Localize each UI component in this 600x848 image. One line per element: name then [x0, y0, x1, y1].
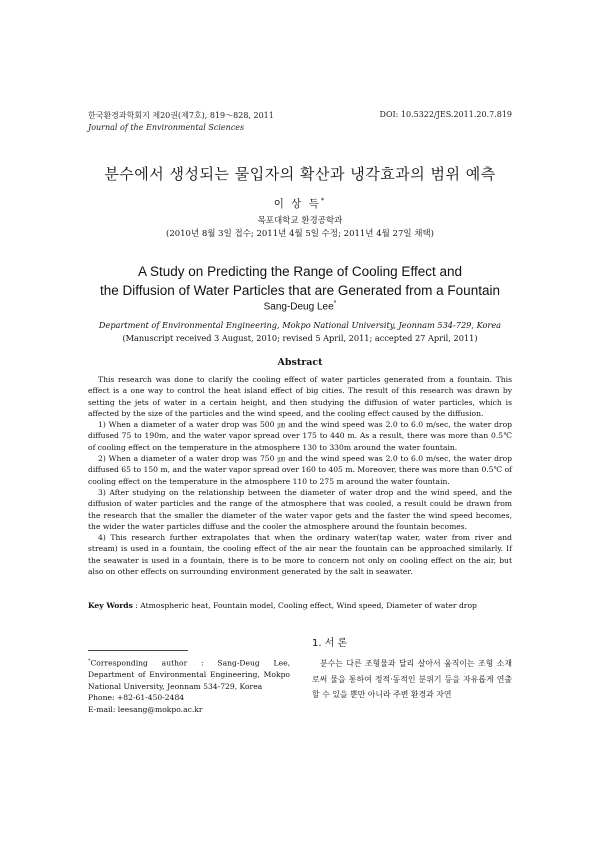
- korean-author: [0, 196, 600, 211]
- english-affiliation: Department of Environmental Engineering, Mokpo National University, Jeonnam 534-729, Korea: [98, 320, 502, 330]
- section-body: 분수는 다른 조형물과 달리 살아서 움직이는 조형 소재로써 물을 통하여 정적·동적인 분위기 등을 자유롭게 연출할 수 있을 뿐만 아니라 주변 환경과 자연: [312, 659, 512, 699]
- journal-name: Journal of the Environmental Sciences: [88, 123, 245, 132]
- footnote-phone: Phone: +82-61-450-2484: [88, 693, 185, 703]
- english-title: [0, 262, 600, 300]
- footnote-mark: *: [88, 658, 91, 664]
- korean-title: 분수에서 생성되는 물입자의 확산과 냉각효과의 범위 예측: [104, 165, 496, 183]
- korean-affiliation: 목포대학교 환경공학과: [257, 216, 343, 226]
- footnote: [88, 656, 290, 715]
- abstract-paragraph: 1) When a diameter of a water drop was 500 ㎛ and the wind speed was 2.0 to 6.0 m/sec, the water drop diffused 75 to 190m, and the water vapor spread over 175 to 440 m. As a result, there was more than 0.5℃ of cooling effect on the temperature in the atmosphere 130 to 330m around the water fountain.: [88, 420, 512, 452]
- footnote-corresponding: [88, 656, 290, 692]
- keywords-label: Key Words: [88, 601, 133, 610]
- footnote-email: E-mail: leesang@mokpo.ac.kr: [88, 704, 203, 714]
- journal-header: [88, 110, 274, 134]
- abstract-paragraph: 4) This research further extrapolates that when the ordinary water(tap water, water from river and stream) is used in a fountain, the cooling effect of the air near the fountain can be approached similarly. If the seawater is used in a fountain, there is to be more to concern not only on cooling effect on the air, but also on other effects on surrounding environment generated by the salt in seawater.: [88, 533, 512, 577]
- korean-dates: (2010년 8월 3일 접수; 2011년 4월 5일 수정; 2011년 4월 27일 채택): [166, 229, 434, 239]
- doi: DOI: 10.5322/JES.2011.20.7.819: [379, 110, 512, 119]
- english-author-name: Sang-Deug Lee: [263, 301, 334, 313]
- abstract-paragraph: 3) After studying on the relationship between the diameter of water drop and the wind speed, and the diffusion of water particles and the range of the atmosphere that was cooled, a result could be drawn from the research that the smaller the diameter of the water vapor gets and the faster the wind speed becomes, the wider the water particles diffuse and the cooler the atmosphere around the fountain becomes.: [88, 487, 512, 531]
- footnote-line: Corresponding author : Sang-Deug Lee, Department of Environmental Engineering, Mokpo National University, Jeonnam 534-729, Korea: [88, 658, 290, 691]
- english-dates: (Manuscript received 3 August, 2010; revised 5 April, 2011; accepted 27 April, 2011): [122, 333, 478, 343]
- keywords-text: : Atmospheric heat, Fountain model, Cooling effect, Wind speed, Diameter of water drop: [132, 601, 477, 610]
- footnote-divider: [88, 650, 188, 651]
- english-author-mark: *: [333, 300, 337, 307]
- english-author: [0, 300, 600, 312]
- section-heading: 1. 서 론: [312, 638, 348, 649]
- citation-korean: 한국환경과학회지 제20권(제7호), 819～828, 2011: [88, 111, 274, 120]
- english-title-line1: A Study on Predicting the Range of Cooling Effect and: [138, 264, 462, 279]
- abstract-paragraph: 2) When a diameter of a water drop was 750 ㎛ and the wind speed was 2.0 to 6.0 m/sec, the water drop diffused 65 to 150 m, and the water vapor spread over 160 to 405 m. Moreover, there was more than 0.5℃ of cooling effect on the temperature in the atmosphere 110 to 275 m around the water fountain.: [88, 454, 512, 486]
- abstract-paragraph: This research was done to clarify the cooling effect of water particles generated from a fountain. This effect is a one way to control the heat island effect of big cities. The result of this research was drawn by setting the jets of water in a certain height, and then studying the diffusion of water particles, which is affected by the size of the particles and the wind speed, and the cooling effect caused by the diffusion.: [88, 375, 512, 418]
- english-title-line2: the Diffusion of Water Particles that are Generated from a Fountain: [100, 283, 500, 298]
- keywords: [88, 601, 512, 610]
- korean-author-name: 이 상 득: [273, 198, 321, 210]
- korean-author-mark: *: [320, 196, 327, 205]
- abstract-body: [88, 374, 512, 577]
- abstract-heading: Abstract: [277, 357, 323, 368]
